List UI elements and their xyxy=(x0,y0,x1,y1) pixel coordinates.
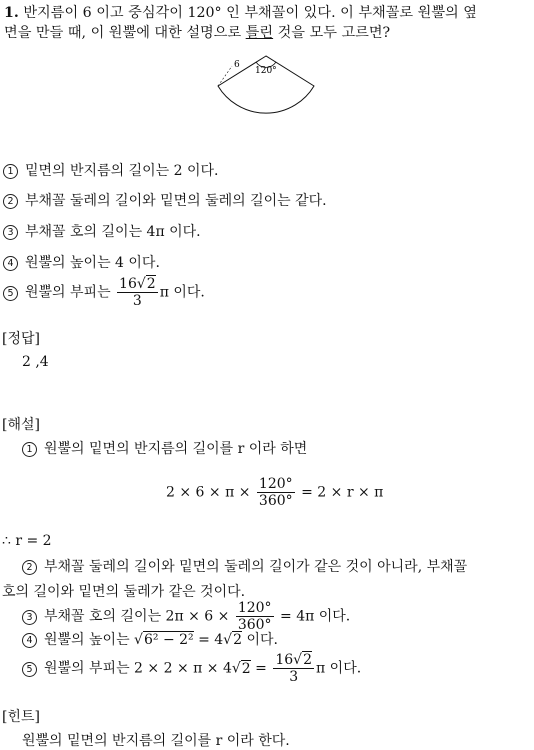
explanation-step-4-post: 이다. xyxy=(242,632,278,648)
option-5-num-rad: 2 xyxy=(146,276,156,292)
explanation-equation xyxy=(166,476,383,509)
step-5-den: 3 xyxy=(289,669,299,685)
explanation-label: [해설] xyxy=(2,417,40,433)
option-2 xyxy=(3,190,327,210)
sector-figure xyxy=(210,52,322,122)
explanation-step-5-mark: 5 xyxy=(22,662,37,677)
question-text-1: 반지름이 6 이고 중심각이 120° 인 부채꼴이 있다. 이 부채꼴로 원뿔의 옆 xyxy=(23,5,477,21)
question-text-2a: 면을 만들 때, 이 원뿔에 대한 설명으로 xyxy=(4,25,246,41)
option-5-den: 3 xyxy=(132,293,142,309)
step-5-fraction xyxy=(273,652,314,685)
explanation-step-2-line-2: 호의 길이와 밑면의 둘레가 같은 것이다. xyxy=(2,584,246,600)
explanation-therefore: ∴ r = 2 xyxy=(2,533,52,549)
equation-left: 2 × 6 × π × xyxy=(166,484,251,501)
option-5-post: π 이다. xyxy=(159,284,205,301)
sector-outline xyxy=(218,56,314,113)
step-3-den: 360° xyxy=(237,617,272,633)
option-3 xyxy=(3,221,201,241)
explanation-step-4 xyxy=(22,629,278,649)
option-1-mark: 1 xyxy=(3,164,18,179)
step-5-num-rad: 2 xyxy=(303,652,313,668)
explanation-step-4-pre: 원뿔의 높이는 √ xyxy=(44,632,143,648)
explanation-step-3-mark: 3 xyxy=(22,610,37,625)
angle-label: 120° xyxy=(255,66,277,76)
explanation-step-1 xyxy=(22,438,307,458)
step-4-radicand-2: 2 xyxy=(233,632,243,648)
hint-label: [힌트] xyxy=(2,709,40,725)
explanation-step-4-mark: 4 xyxy=(22,633,37,648)
step-4-mid: = 4√ xyxy=(193,632,233,648)
step-3-num: 120° xyxy=(237,600,272,616)
hint-text: 원뿔의 밑면의 반지름의 길이를 r 이라 한다. xyxy=(22,733,290,749)
option-5-fraction: $\frac{16√2}{3}$ xyxy=(119,276,156,309)
option-2-text: 부채꼴 둘레의 길이와 밑면의 둘레의 길이는 같다. xyxy=(25,193,327,209)
option-1 xyxy=(3,160,218,180)
radius-dimension xyxy=(218,66,232,86)
explanation-step-5 xyxy=(22,652,361,685)
explanation-step-3-pre: 부채꼴 호의 길이는 2π × 6 × xyxy=(44,608,230,625)
option-3-text: 부채꼴 호의 길이는 4π 이다. xyxy=(25,224,201,240)
step-5-eq: = xyxy=(250,660,267,677)
explanation-step-2 xyxy=(22,556,467,576)
explanation-step-1-mark: 1 xyxy=(22,442,37,457)
question-line-1 xyxy=(4,2,477,22)
question-line-2 xyxy=(4,22,390,42)
explanation-step-2-line-1: 부채꼴 둘레의 길이와 밑면의 둘레의 길이가 같은 것이 아니라, 부채꼴 xyxy=(44,559,468,575)
answer-label: [정답] xyxy=(2,331,40,347)
answer-value: 2 ,4 xyxy=(22,354,49,370)
explanation-step-5-pre: 원뿔의 부피는 2 × 2 × π × 4√ xyxy=(44,660,241,677)
option-1-text: 밑면의 반지름의 길이는 2 이다. xyxy=(25,163,219,179)
step-5-radicand: 2 xyxy=(241,660,251,677)
option-4 xyxy=(3,252,160,272)
option-5-num: 16 xyxy=(119,276,137,292)
explanation-step-1-text: 원뿔의 밑면의 반지름의 길이를 r 이라 하면 xyxy=(44,441,308,457)
option-2-mark: 2 xyxy=(3,194,18,209)
step-4-radicand: 6² − 2² xyxy=(143,632,194,648)
explanation-step-3-post: = 4π 이다. xyxy=(280,608,351,625)
equation-num: 120° xyxy=(258,476,293,492)
equation-right: = 2 × r × π xyxy=(301,484,384,501)
explanation-step-2-mark: 2 xyxy=(22,560,37,575)
equation-fraction xyxy=(257,476,295,509)
step-5-num: 16√ xyxy=(275,652,303,668)
option-5 xyxy=(3,276,205,309)
option-5-pre: 원뿔의 부피는 xyxy=(25,284,116,301)
explanation-step-5-post: π 이다. xyxy=(316,660,362,677)
question-text-2b: 것을 모두 고르면? xyxy=(273,25,391,41)
question-underlined-word: 틀린 xyxy=(245,25,274,41)
equation-den: 360° xyxy=(258,493,293,509)
question-number: 1. xyxy=(4,5,19,21)
radius-label: 6 xyxy=(234,60,240,70)
option-5-mark: 5 xyxy=(3,286,18,301)
option-4-mark: 4 xyxy=(3,256,18,271)
option-4-text: 원뿔의 높이는 4 이다. xyxy=(25,255,160,271)
option-3-mark: 3 xyxy=(3,225,18,240)
